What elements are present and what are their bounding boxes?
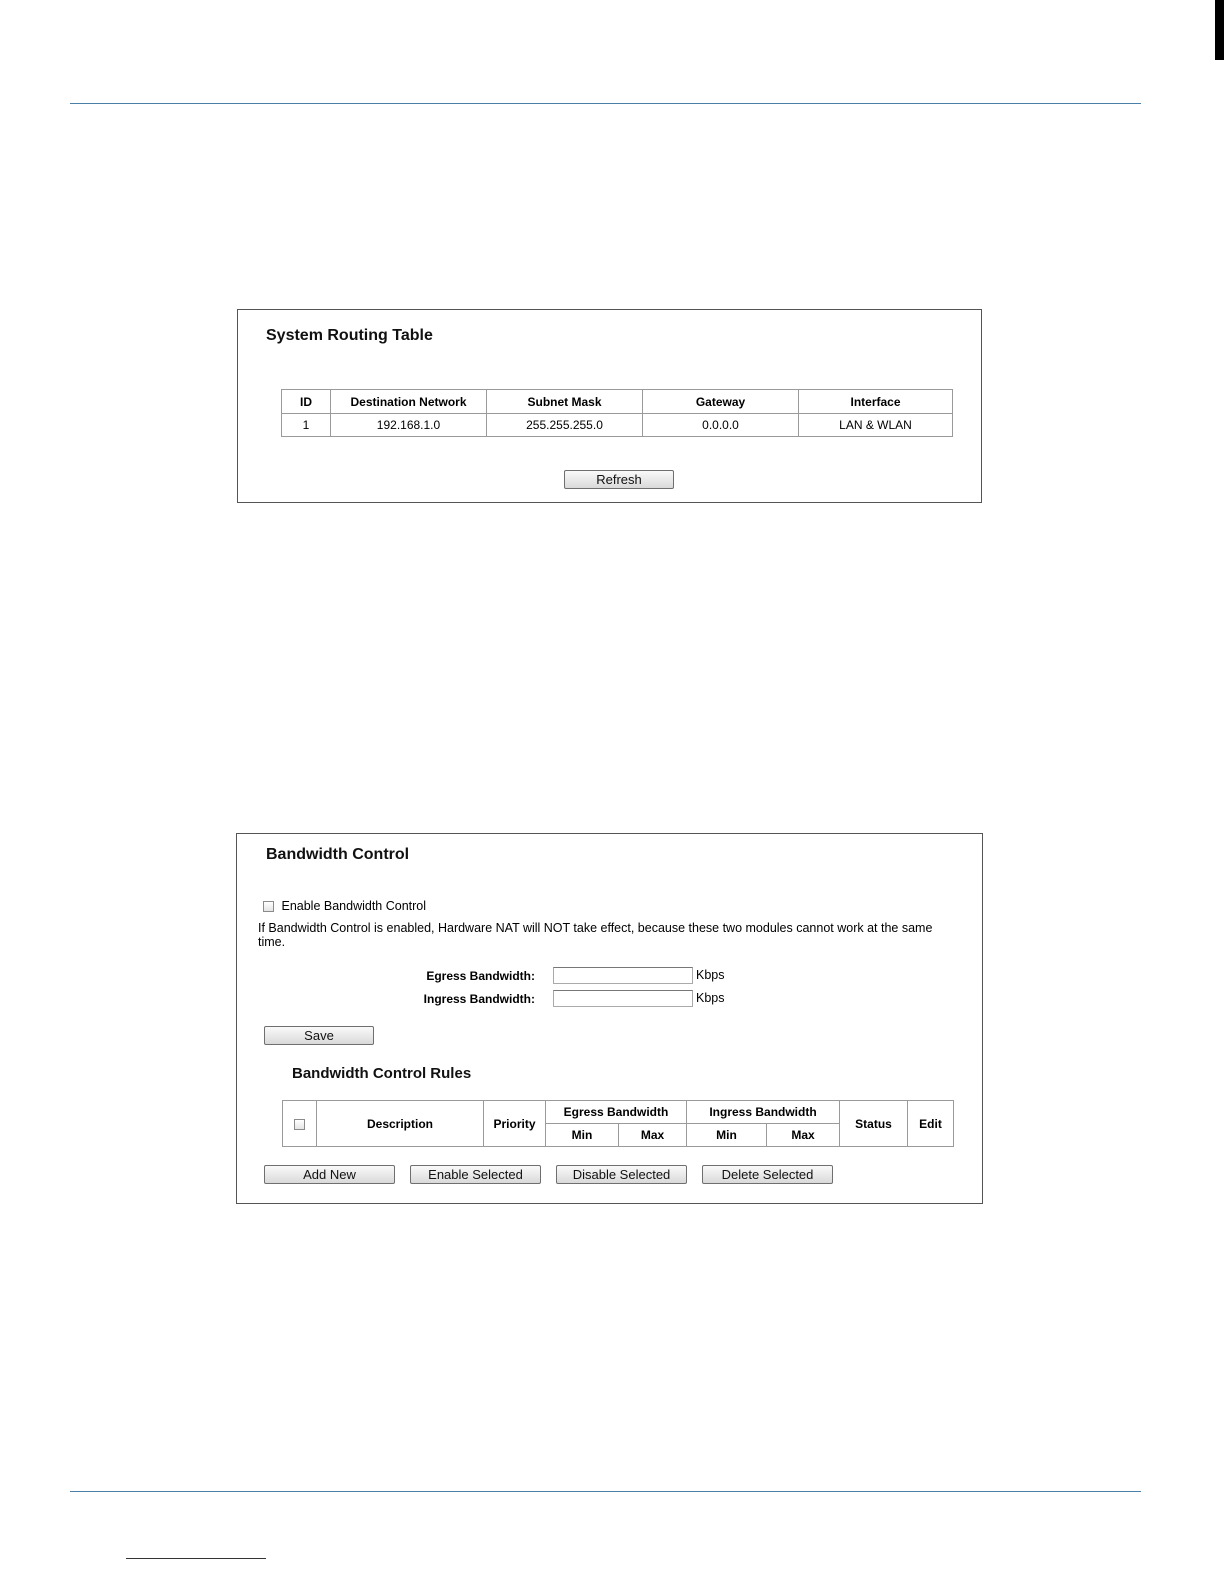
bandwidth-control-title: Bandwidth Control xyxy=(266,846,410,863)
rules-header-row-1 xyxy=(283,1101,954,1124)
col-description: Description xyxy=(317,1101,484,1147)
page-edge-tab xyxy=(1215,0,1224,60)
cell-destination-network: 192.168.1.0 xyxy=(331,414,487,437)
routing-table-panel xyxy=(237,309,982,503)
egress-unit: Kbps xyxy=(696,968,725,982)
col-priority: Priority xyxy=(484,1101,546,1147)
bandwidth-notice: If Bandwidth Control is enabled, Hardware NAT will NOT take effect, because these two modules cannot work at the same time. xyxy=(258,921,933,949)
delete-selected-button[interactable]: Delete Selected xyxy=(702,1165,833,1184)
col-ingress-min: Min xyxy=(687,1124,767,1147)
col-id: ID xyxy=(282,390,331,414)
ingress-bandwidth-label: Ingress Bandwidth: xyxy=(423,992,535,1006)
egress-bandwidth-label: Egress Bandwidth: xyxy=(426,969,535,983)
cell-subnet-mask: 255.255.255.0 xyxy=(487,414,643,437)
header-rule xyxy=(70,103,1141,104)
footer-underline xyxy=(126,1558,266,1559)
enable-bandwidth-control[interactable] xyxy=(263,899,426,913)
col-egress-bandwidth: Egress Bandwidth xyxy=(546,1101,687,1124)
col-interface: Interface xyxy=(799,390,953,414)
cell-interface: LAN & WLAN xyxy=(799,414,953,437)
col-gateway: Gateway xyxy=(643,390,799,414)
bandwidth-rules-table xyxy=(282,1100,954,1147)
col-egress-min: Min xyxy=(546,1124,619,1147)
cell-id: 1 xyxy=(282,414,331,437)
cell-gateway: 0.0.0.0 xyxy=(643,414,799,437)
col-ingress-max: Max xyxy=(767,1124,840,1147)
enable-bandwidth-checkbox[interactable] xyxy=(263,901,274,912)
bandwidth-rules-title: Bandwidth Control Rules xyxy=(292,1065,472,1082)
col-subnet-mask: Subnet Mask xyxy=(487,390,643,414)
select-all-checkbox[interactable] xyxy=(294,1119,305,1130)
enable-bandwidth-label: Enable Bandwidth Control xyxy=(281,899,427,913)
egress-bandwidth-input[interactable] xyxy=(553,967,693,984)
routing-table xyxy=(281,389,953,437)
select-all-cell xyxy=(283,1101,317,1147)
enable-selected-button[interactable]: Enable Selected xyxy=(410,1165,541,1184)
save-button[interactable]: Save xyxy=(264,1026,374,1045)
ingress-unit: Kbps xyxy=(696,991,725,1005)
bandwidth-control-panel xyxy=(236,833,983,1204)
col-egress-max: Max xyxy=(619,1124,687,1147)
footer-rule xyxy=(70,1491,1141,1492)
col-edit: Edit xyxy=(908,1101,954,1147)
routing-table-header xyxy=(282,390,953,414)
refresh-button[interactable]: Refresh xyxy=(564,470,674,489)
table-row xyxy=(282,414,953,437)
ingress-bandwidth-input[interactable] xyxy=(553,990,693,1007)
routing-table-title: System Routing Table xyxy=(266,327,433,344)
disable-selected-button[interactable]: Disable Selected xyxy=(556,1165,687,1184)
col-status: Status xyxy=(840,1101,908,1147)
col-destination-network: Destination Network xyxy=(331,390,487,414)
col-ingress-bandwidth: Ingress Bandwidth xyxy=(687,1101,840,1124)
add-new-button[interactable]: Add New xyxy=(264,1165,395,1184)
